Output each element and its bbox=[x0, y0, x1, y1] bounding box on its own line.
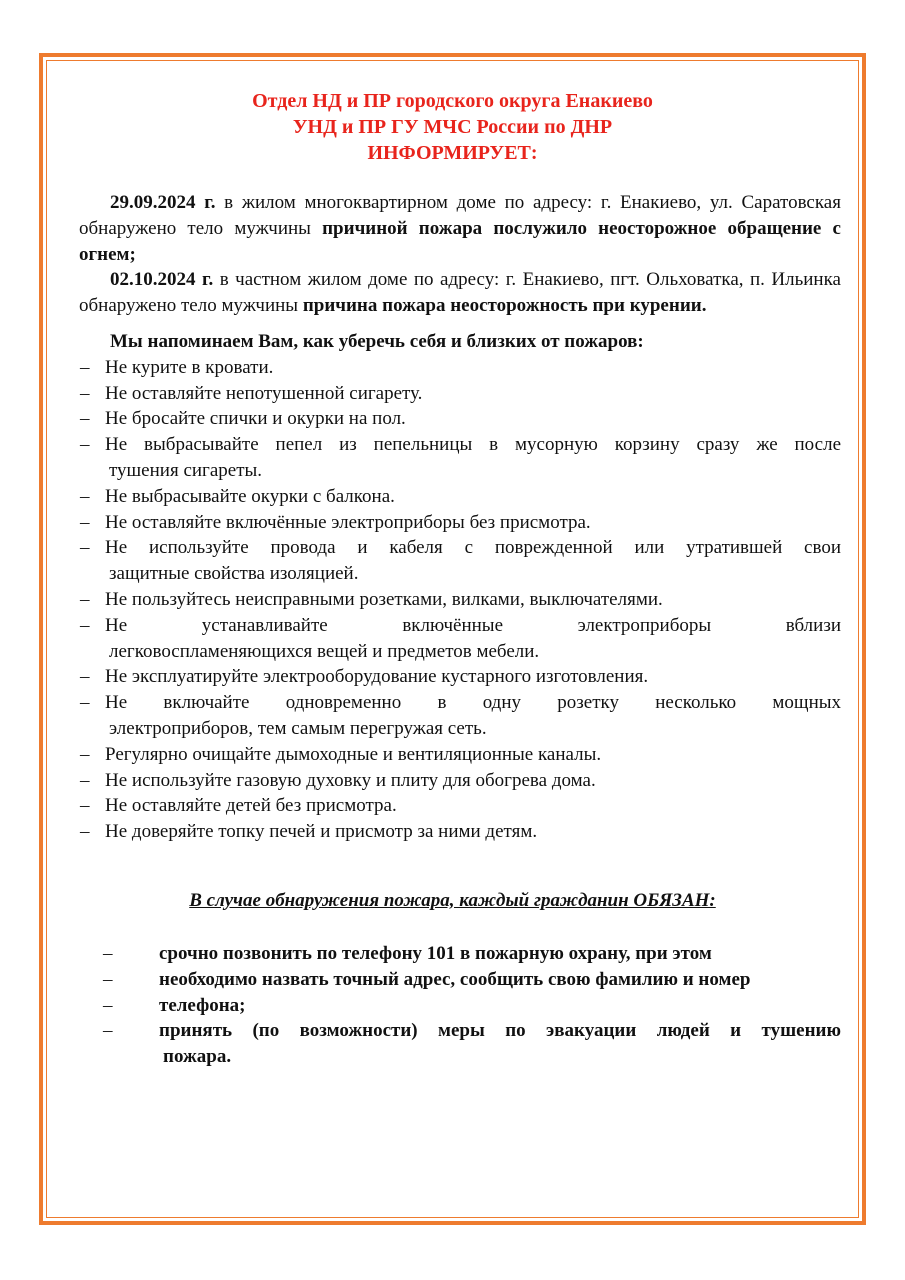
list-item: – Не оставляйте непотушенной сигарету. bbox=[79, 381, 841, 407]
incident-text: в жилом многоквартирном доме по адресу: г. Енакиево, ул. Саратовская обнаружено тело мужчины bbox=[79, 192, 841, 239]
list-item-continuation: электроприборов, тем самым перегружая сеть. bbox=[109, 717, 487, 739]
list-item-continuation: защитные свойства изоляцией. bbox=[109, 563, 359, 585]
list-item bbox=[103, 1018, 841, 1070]
list-item: – Не доверяйте топку печей и присмотр за ними детям. bbox=[79, 819, 841, 845]
list-item bbox=[79, 432, 841, 484]
list-item: – Не выбрасывайте окурки с балкона. bbox=[79, 484, 841, 510]
list-item-continuation: легковоспламеняющихся вещей и предметов мебели. bbox=[109, 640, 540, 662]
list-item-line: Не выбрасывайте пепел из пепельницы в мусорную корзину сразу же после bbox=[105, 434, 841, 456]
header-department: Отдел НД и ПР городского округа Енакиево bbox=[252, 90, 653, 112]
list-item bbox=[79, 535, 841, 587]
list-item: – Не эксплуатируйте электрооборудование кустарного изготовления. bbox=[79, 664, 841, 690]
list-item-continuation: пожара. bbox=[163, 1046, 232, 1068]
incident-paragraph bbox=[79, 267, 841, 319]
list-item: – Не используйте газовую духовку и плиту для обогрева дома. bbox=[79, 768, 841, 794]
list-item bbox=[79, 690, 841, 742]
list-item-line: Не устанавливайте включённые электроприборы вблизи bbox=[105, 614, 841, 636]
incident-text: в частном жилом доме по адресу: г. Енакиево, пгт. Ольховатка, п. Ильинка обнаружено тело мужчины bbox=[79, 269, 841, 317]
list-item: – Не курите в кровати. bbox=[79, 355, 841, 381]
document-body bbox=[79, 190, 841, 845]
list-item: – Не бросайте спички и окурки на пол. bbox=[79, 406, 841, 432]
header-informs: ИНФОРМИРУЕТ: bbox=[367, 142, 538, 164]
list-item: – Не пользуйтесь неисправными розетками, вилками, выключателями. bbox=[79, 587, 841, 613]
incident-date: 29.09.2024 г. bbox=[110, 192, 216, 213]
reminder-title: Мы напоминаем Вам, как уберечь себя и близких от пожаров: bbox=[110, 330, 644, 352]
incident-cause: причиной пожара послужило неосторожное обращение с огнем; bbox=[79, 217, 841, 265]
header-directorate: УНД и ПР ГУ МЧС России по ДНР bbox=[292, 116, 613, 138]
incident-paragraph bbox=[79, 190, 841, 267]
safety-tips-list bbox=[79, 355, 841, 845]
list-item: – Регулярно очищайте дымоходные и вентиляционные каналы. bbox=[79, 742, 841, 768]
incident-cause: причина пожара неосторожность при курении. bbox=[302, 295, 707, 317]
list-item: – необходимо назвать точный адрес, сообщить свою фамилию и номер bbox=[103, 967, 841, 993]
list-item: – Не оставляйте включённые электроприборы без присмотра. bbox=[79, 510, 841, 536]
header-block bbox=[0, 88, 905, 166]
list-item: – Не оставляйте детей без присмотра. bbox=[79, 793, 841, 819]
list-item: – срочно позвонить по телефону 101 в пожарную охрану, при этом bbox=[103, 941, 841, 967]
obligation-title: В случае обнаружения пожара, каждый гражданин ОБЯЗАН: bbox=[189, 890, 716, 911]
incident-date: 02.10.2024 г. bbox=[110, 269, 214, 291]
duties-list bbox=[103, 941, 841, 1070]
list-item-line: принять (по возможности) меры по эвакуации людей и тушению bbox=[159, 1020, 841, 1042]
list-item-continuation: тушения сигареты. bbox=[109, 459, 263, 481]
list-item: – телефона; bbox=[103, 993, 841, 1019]
list-item-line: Не включайте одновременно в одну розетку несколько мощных bbox=[105, 692, 841, 714]
list-item-line: Не используйте провода и кабеля с поврежденной или утратившей свои bbox=[105, 537, 841, 559]
list-item bbox=[79, 613, 841, 665]
